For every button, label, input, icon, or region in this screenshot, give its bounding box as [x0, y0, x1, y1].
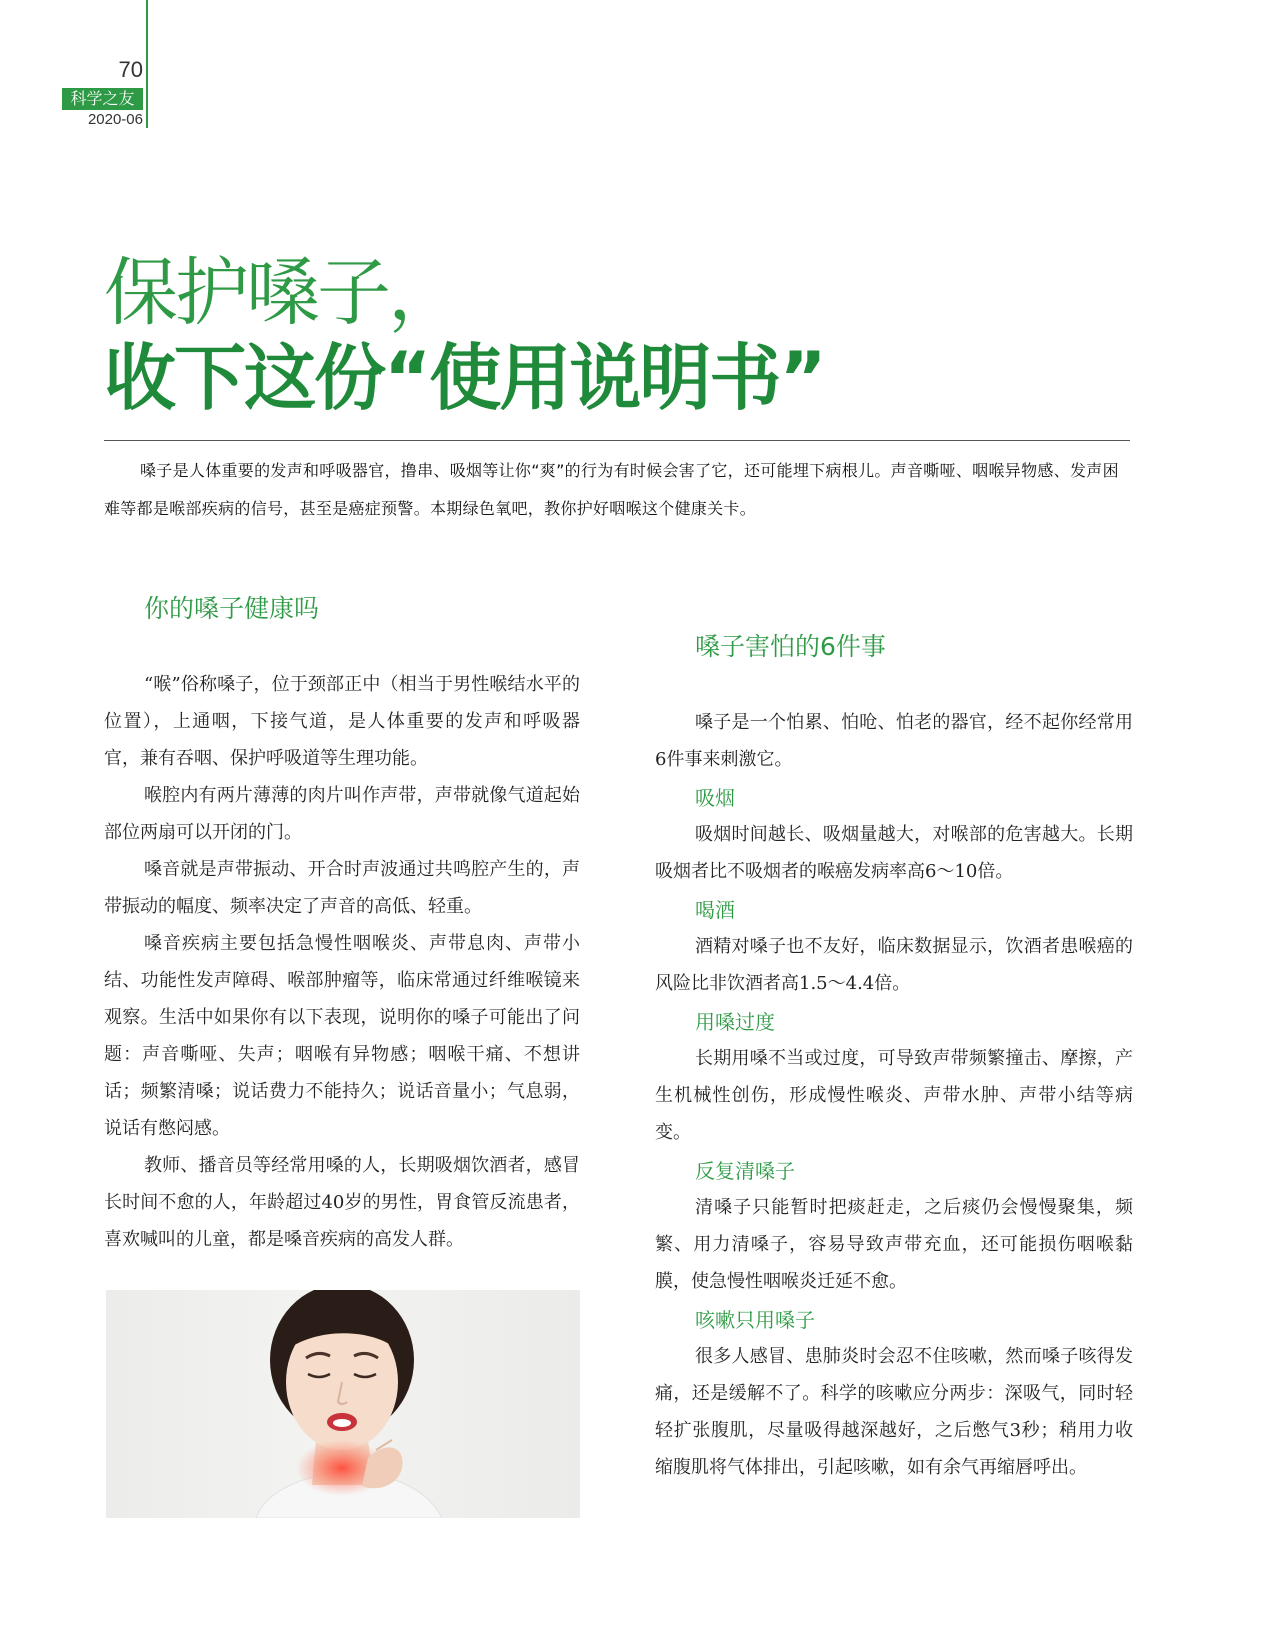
- subheading-coughing: 咳嗽只用嗓子: [695, 1308, 815, 1332]
- article-title-line1: 保护嗓子，: [104, 250, 459, 336]
- right-column: [655, 630, 1133, 1486]
- woman-sore-throat-photo: [106, 1290, 580, 1518]
- header-divider-line: [146, 0, 148, 128]
- photo-illustration: [106, 1290, 580, 1518]
- subheading-throat-clearing: 反复清嗓子: [695, 1159, 795, 1183]
- page-number: 70: [118, 57, 143, 82]
- title-rule: [104, 440, 1130, 441]
- left-column: [104, 592, 580, 1258]
- paragraph: 吸烟时间越长、吸烟量越大，对喉部的危害越大。长期吸烟者比不吸烟者的喉癌发病率高6～10倍。: [655, 824, 1133, 882]
- paragraph: 教师、播音员等经常用嗓的人，长期吸烟饮酒者，感冒长时间不愈的人，年龄超过40岁的男性，胃食管反流患者，喜欢喊叫的儿童，都是嗓音疾病的高发人群。: [104, 1155, 580, 1250]
- magazine-name-badge: 科学之友: [62, 88, 143, 110]
- paragraph: 嗓子是一个怕累、怕呛、怕老的器官，经不起你经常用6件事来刺激它。: [655, 712, 1133, 770]
- paragraph: “喉”俗称嗓子，位于颈部正中（相当于男性喉结水平的位置），上通咽，下接气道，是人体重要的发声和呼吸器官，兼有吞咽、保护呼吸道等生理功能。: [104, 674, 580, 769]
- issue-date: 2020-06: [87, 111, 143, 128]
- article-intro: 嗓子是人体重要的发声和呼吸器官，撸串、吸烟等让你“爽”的行为有时候会害了它，还可能埋下病根儿。声音嘶哑、咽喉异物感、发声困难等都是喉部疾病的信号，甚至是癌症预警。本期绿色氧吧，教你护好咽喉这个健康关卡。: [104, 461, 1119, 518]
- subheading-overuse: 用嗓过度: [695, 1010, 775, 1034]
- paragraph: 嗓音疾病主要包括急慢性咽喉炎、声带息肉、声带小结、功能性发声障碍、喉部肿瘤等，临床常通过纤维喉镜来观察。生活中如果你有以下表现，说明你的嗓子可能出了问题：声音嘶哑、失声；咽喉有异物感；咽喉干痛、不想讲话；频繁清嗓；说话费力不能持久；说话音量小；气息弱，说话有憋闷感。: [104, 933, 580, 1139]
- paragraph: 长期用嗓不当或过度，可导致声带频繁撞击、摩擦，产生机械性创伤，形成慢性喉炎、声带水肿、声带小结等病变。: [655, 1048, 1133, 1143]
- section-heading-health: 你的嗓子健康吗: [144, 594, 320, 623]
- paragraph: 清嗓子只能暂时把痰赶走，之后痰仍会慢慢聚集，频繁、用力清嗓子，容易导致声带充血，还可能损伤咽喉黏膜，使急慢性咽喉炎迁延不愈。: [655, 1197, 1133, 1292]
- article-title-line2: 收下这份“使用说明书”: [104, 336, 825, 420]
- subheading-smoking: 吸烟: [695, 786, 735, 810]
- paragraph: 嗓音就是声带振动、开合时声波通过共鸣腔产生的，声带振动的幅度、频率决定了声音的高低、轻重。: [104, 859, 580, 917]
- section-heading-six-things: 嗓子害怕的6件事: [695, 632, 886, 661]
- paragraph: 很多人感冒、患肺炎时会忍不住咳嗽，然而嗓子咳得发痛，还是缓解不了。科学的咳嗽应分两步：深吸气，同时轻轻扩张腹肌，尽量吸得越深越好，之后憋气3秒；稍用力收缩腹肌将气体排出，引起咳嗽，如有余气再缩唇呼出。: [655, 1346, 1133, 1478]
- paragraph: 酒精对嗓子也不友好，临床数据显示，饮酒者患喉癌的风险比非饮酒者高1.5～4.4倍。: [655, 936, 1133, 994]
- paragraph: 喉腔内有两片薄薄的肉片叫作声带，声带就像气道起始部位两扇可以开闭的门。: [104, 785, 580, 843]
- subheading-drinking: 喝酒: [695, 898, 735, 922]
